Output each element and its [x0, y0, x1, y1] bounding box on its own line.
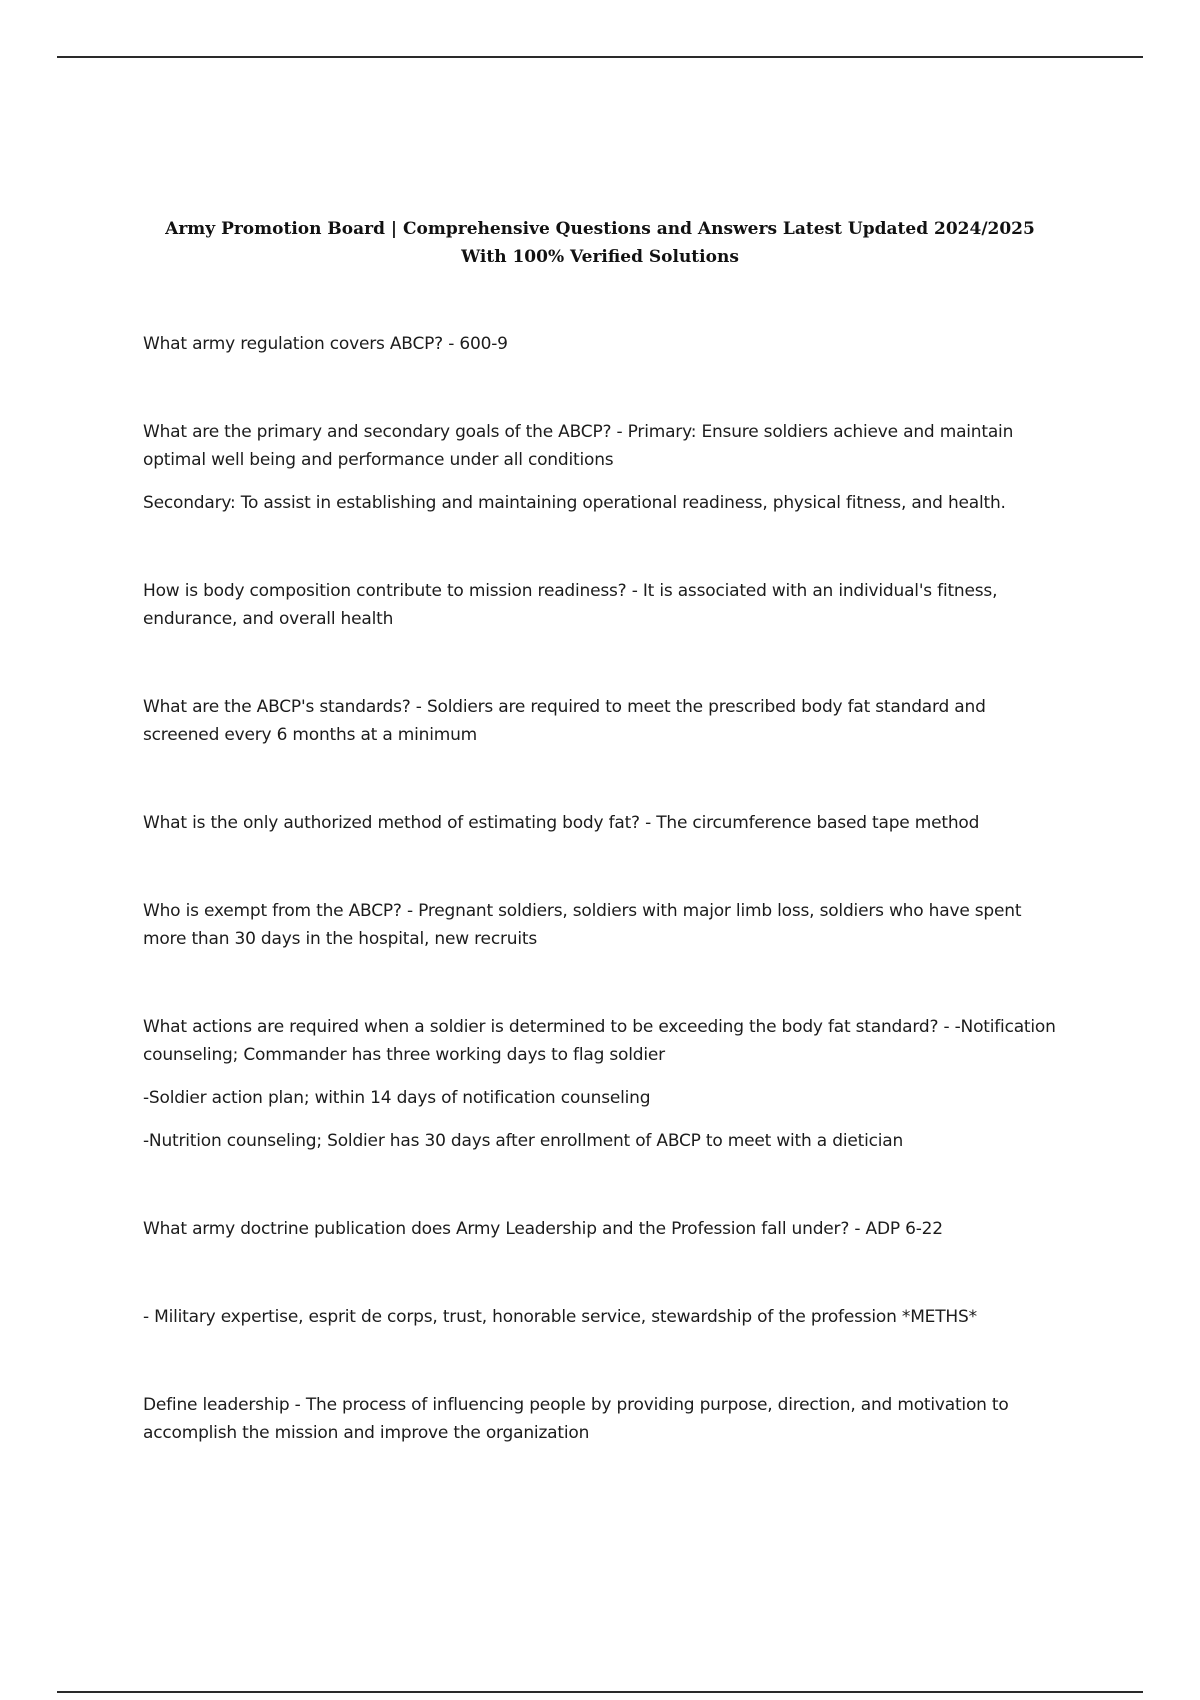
- qa-paragraph: What are the primary and secondary goals of the ABCP? - Primary: Ensure soldiers achieve and maintain optimal well being and performance under all conditions: [143, 422, 1014, 470]
- qa-item: [143, 1303, 1063, 1331]
- qa-item: [143, 1391, 1063, 1447]
- qa-paragraph: Define leadership - The process of influencing people by providing purpose, direction, and motivation to accomplish the mission and improve the organization: [143, 1395, 1009, 1443]
- qa-paragraph: What is the only authorized method of estimating body fat? - The circumference based tape method: [143, 813, 980, 833]
- qa-paragraph: -Soldier action plan; within 14 days of notification counseling: [143, 1088, 651, 1108]
- qa-item: [143, 1013, 1063, 1155]
- qa-paragraph: What are the ABCP's standards? - Soldiers are required to meet the prescribed body fat standard and screened every 6 months at a minimum: [143, 697, 986, 745]
- qa-paragraph: Secondary: To assist in establishing and maintaining operational readiness, physical fitness, and health.: [143, 493, 1006, 513]
- qa-item: [143, 693, 1063, 749]
- qa-paragraph: What actions are required when a soldier is determined to be exceeding the body fat standard? - -Notification counseling; Commander has three working days to flag soldier: [143, 1017, 1056, 1065]
- qa-paragraph: What army doctrine publication does Army Leadership and the Profession fall under? - ADP 6-22: [143, 1219, 943, 1239]
- qa-paragraph: -Nutrition counseling; Soldier has 30 days after enrollment of ABCP to meet with a dietician: [143, 1131, 904, 1151]
- qa-item: [143, 418, 1063, 517]
- qa-item: [143, 330, 1063, 358]
- qa-paragraph: Who is exempt from the ABCP? - Pregnant soldiers, soldiers with major limb loss, soldiers who have spent more than 30 days in the hospital, new recruits: [143, 901, 1022, 949]
- page-title: Army Promotion Board | Comprehensive Questions and Answers Latest Updated 2024/2025 With 100% Verified Solutions: [165, 219, 1035, 267]
- qa-list: [143, 330, 1063, 1507]
- qa-item: [143, 577, 1063, 633]
- qa-item: [143, 1215, 1063, 1243]
- top-rule: [57, 56, 1143, 58]
- qa-item: [143, 897, 1063, 953]
- qa-paragraph: What army regulation covers ABCP? - 600-9: [143, 334, 508, 354]
- bottom-rule: [57, 1691, 1143, 1693]
- qa-paragraph: How is body composition contribute to mission readiness? - It is associated with an individual's fitness, endurance, and overall health: [143, 581, 998, 629]
- qa-paragraph: - Military expertise, esprit de corps, trust, honorable service, stewardship of the profession *METHS*: [143, 1307, 977, 1327]
- qa-item: [143, 809, 1063, 837]
